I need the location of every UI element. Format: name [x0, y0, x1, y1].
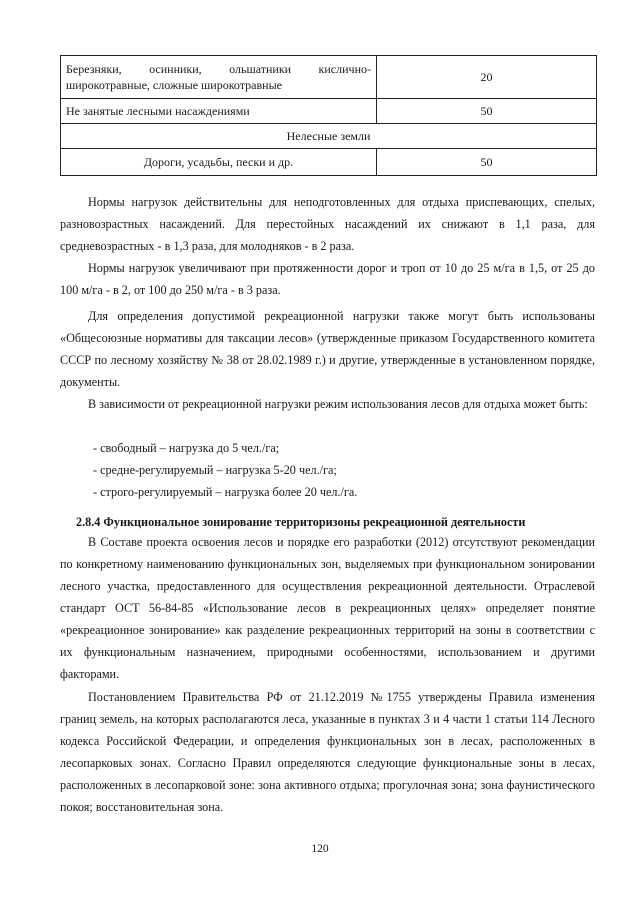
page-number: 120 — [311, 843, 329, 855]
list-item: - строго-регулируемый – нагрузка более 20 чел./га. — [93, 485, 358, 499]
paragraph-load-norms: Нормы нагрузок действительны для неподготовленных для отдыха приспевающих, спелых, разновозрастных насаждений. Для перестойных насаждений их снижают в 1,1 раза, для средневозрастных - в 1,3 раза, для молодняков - в 2 раза. — [60, 195, 595, 253]
table-section-title: Нелесные земли — [61, 124, 597, 149]
section-heading: 2.8.4 Функциональное зонирование территоризоны рекреационной деятельности — [76, 515, 526, 529]
table-cell-value: 50 — [377, 149, 597, 176]
paragraph-usage-modes: В зависимости от рекреационной нагрузки режим использования лесов для отдыха может быть: — [88, 397, 588, 411]
table-section-row — [61, 124, 597, 149]
recreation-load-table — [60, 55, 597, 176]
paragraph-norm-documents: Для определения допустимой рекреационной нагрузки также могут быть использованы «Общесоюзные нормативы для таксации лесов» (утвержденные приказом Государственного комитета СССР по лесному хозяйству № 38 от 28.02.1989 г.) и другие, утвержденные в установленном порядке, документы. — [60, 309, 595, 389]
table-row — [61, 149, 597, 176]
table-cell-label: Не занятые лесными насаждениями — [61, 99, 377, 124]
table-row — [61, 99, 597, 124]
table-cell-label: Дороги, усадьбы, пески и др. — [61, 149, 377, 176]
list-item: - свободный – нагрузка до 5 чел./га; — [93, 441, 280, 455]
table-row — [61, 56, 597, 99]
paragraph-road-increase: Нормы нагрузок увеличивают при протяженности дорог и троп от 10 до 25 м/га в 1,5, от 25 до 100 м/га - в 2, от 100 до 250 м/га - в 3 раза. — [60, 261, 595, 297]
paragraph-zoning: В Составе проекта освоения лесов и порядке его разработки (2012) отсутствуют рекомендации по конкретному наименованию функциональных зон, выделяемых при функциональном зонировании лесного участка, предоставленного для осуществления рекреационной деятельности. Отраслевой стандарт ОСТ 56-84-85 «Использование лесов в рекреационных целях» определяет понятие «рекреационное зонирование» как разделение рекреационных территорий на зоны в соответствии с их функциональным назначением, природными особенностями, использованием и другими факторами. — [60, 535, 595, 681]
paragraph-government-decree: Постановлением Правительства РФ от 21.12.2019 №1755 утверждены Правила изменения границ земель, на которых располагаются леса, указанные в пунктах 3 и 4 части 1 статьи 114 Лесного кодекса Российской Федерации, и определения функциональных зон в лесах, расположенных в лесопарковых зонах. Согласно Правил определяются следующие функциональные зоны в лесах, расположенных в лесопарковой зоне: зона активного отдыха; прогулочная зона; зона фаунистического покоя; восстановительная зона. — [60, 690, 595, 814]
table-cell-value: 20 — [377, 56, 597, 99]
table-cell-label: Березняки, осинники, ольшатники кислично-широкотравные, сложные широкотравные — [61, 56, 377, 99]
list-item: - средне-регулируемый – нагрузка 5-20 чел./га; — [93, 463, 337, 477]
table-cell-value: 50 — [377, 99, 597, 124]
